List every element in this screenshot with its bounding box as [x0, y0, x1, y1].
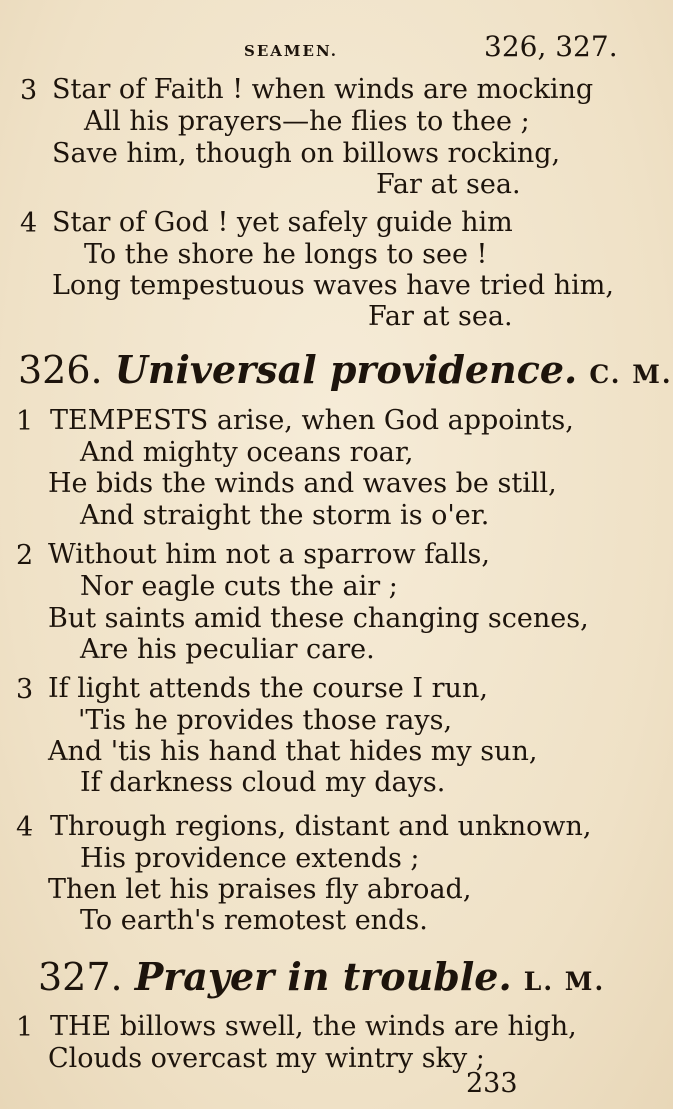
hymn-meter: C. M.	[589, 360, 673, 389]
verse-line: THE billows swell, the winds are high,	[50, 1011, 577, 1042]
verse-line: Star of Faith ! when winds are mocking	[52, 74, 594, 105]
verse-line: If darkness cloud my days.	[80, 767, 446, 798]
verse-line: Then let his praises fly abroad,	[48, 874, 472, 905]
hymn-heading	[18, 347, 673, 392]
hymn-title: Prayer in trouble.	[134, 954, 512, 999]
verse-line: His providence extends ;	[80, 843, 420, 874]
hymn-number: 326.	[18, 348, 103, 392]
verse-line: Long tempestuous waves have tried him,	[52, 270, 614, 301]
verse-number: 3	[16, 674, 34, 705]
verse-line: But saints amid these changing scenes,	[48, 603, 589, 634]
verse-number: 1	[16, 406, 34, 437]
hymn-title: Universal providence.	[114, 347, 578, 392]
verse-line: Through regions, distant and unknown,	[50, 811, 592, 842]
verse-line: Clouds overcast my wintry sky ;	[48, 1043, 485, 1074]
verse-line: TEMPESTS arise, when God appoints,	[50, 405, 574, 436]
page-number: 233	[466, 1068, 518, 1099]
verse-line: And mighty oceans roar,	[80, 437, 414, 468]
verse-number: 4	[20, 208, 38, 239]
verse-line: Star of God ! yet safely guide him	[52, 207, 513, 238]
verse-line: And 'tis his hand that hides my sun,	[48, 736, 538, 767]
verse-line: Save him, though on billows rocking,	[52, 138, 561, 169]
verse-line: To the shore he longs to see !	[84, 239, 488, 270]
verse-number: 3	[20, 75, 38, 106]
verse-number: 4	[16, 812, 34, 843]
verse-refrain: Far at sea.	[376, 169, 521, 200]
hymn-number: 327.	[38, 955, 123, 999]
verse-line: He bids the winds and waves be still,	[48, 468, 557, 499]
hymn-meter: L. M.	[523, 967, 606, 996]
verse-line: 'Tis he provides those rays,	[78, 705, 453, 736]
verse-line: If light attends the course I run,	[48, 673, 488, 704]
verse-line: All his prayers—he flies to thee ;	[84, 106, 530, 137]
verse-line: Are his peculiar care.	[80, 634, 375, 665]
verse-number: 1	[16, 1012, 34, 1043]
verse-line: Without him not a sparrow falls,	[48, 539, 490, 570]
hymn-heading	[38, 954, 605, 999]
verse-line: To earth's remotest ends.	[80, 905, 428, 936]
hymn-range: 326, 327.	[484, 30, 618, 63]
verse-number: 2	[16, 540, 34, 571]
running-head: SEAMEN.	[244, 42, 338, 60]
verse-line: And straight the storm is o'er.	[80, 500, 490, 531]
verse-line: Nor eagle cuts the air ;	[80, 571, 398, 602]
verse-refrain: Far at sea.	[368, 301, 513, 332]
